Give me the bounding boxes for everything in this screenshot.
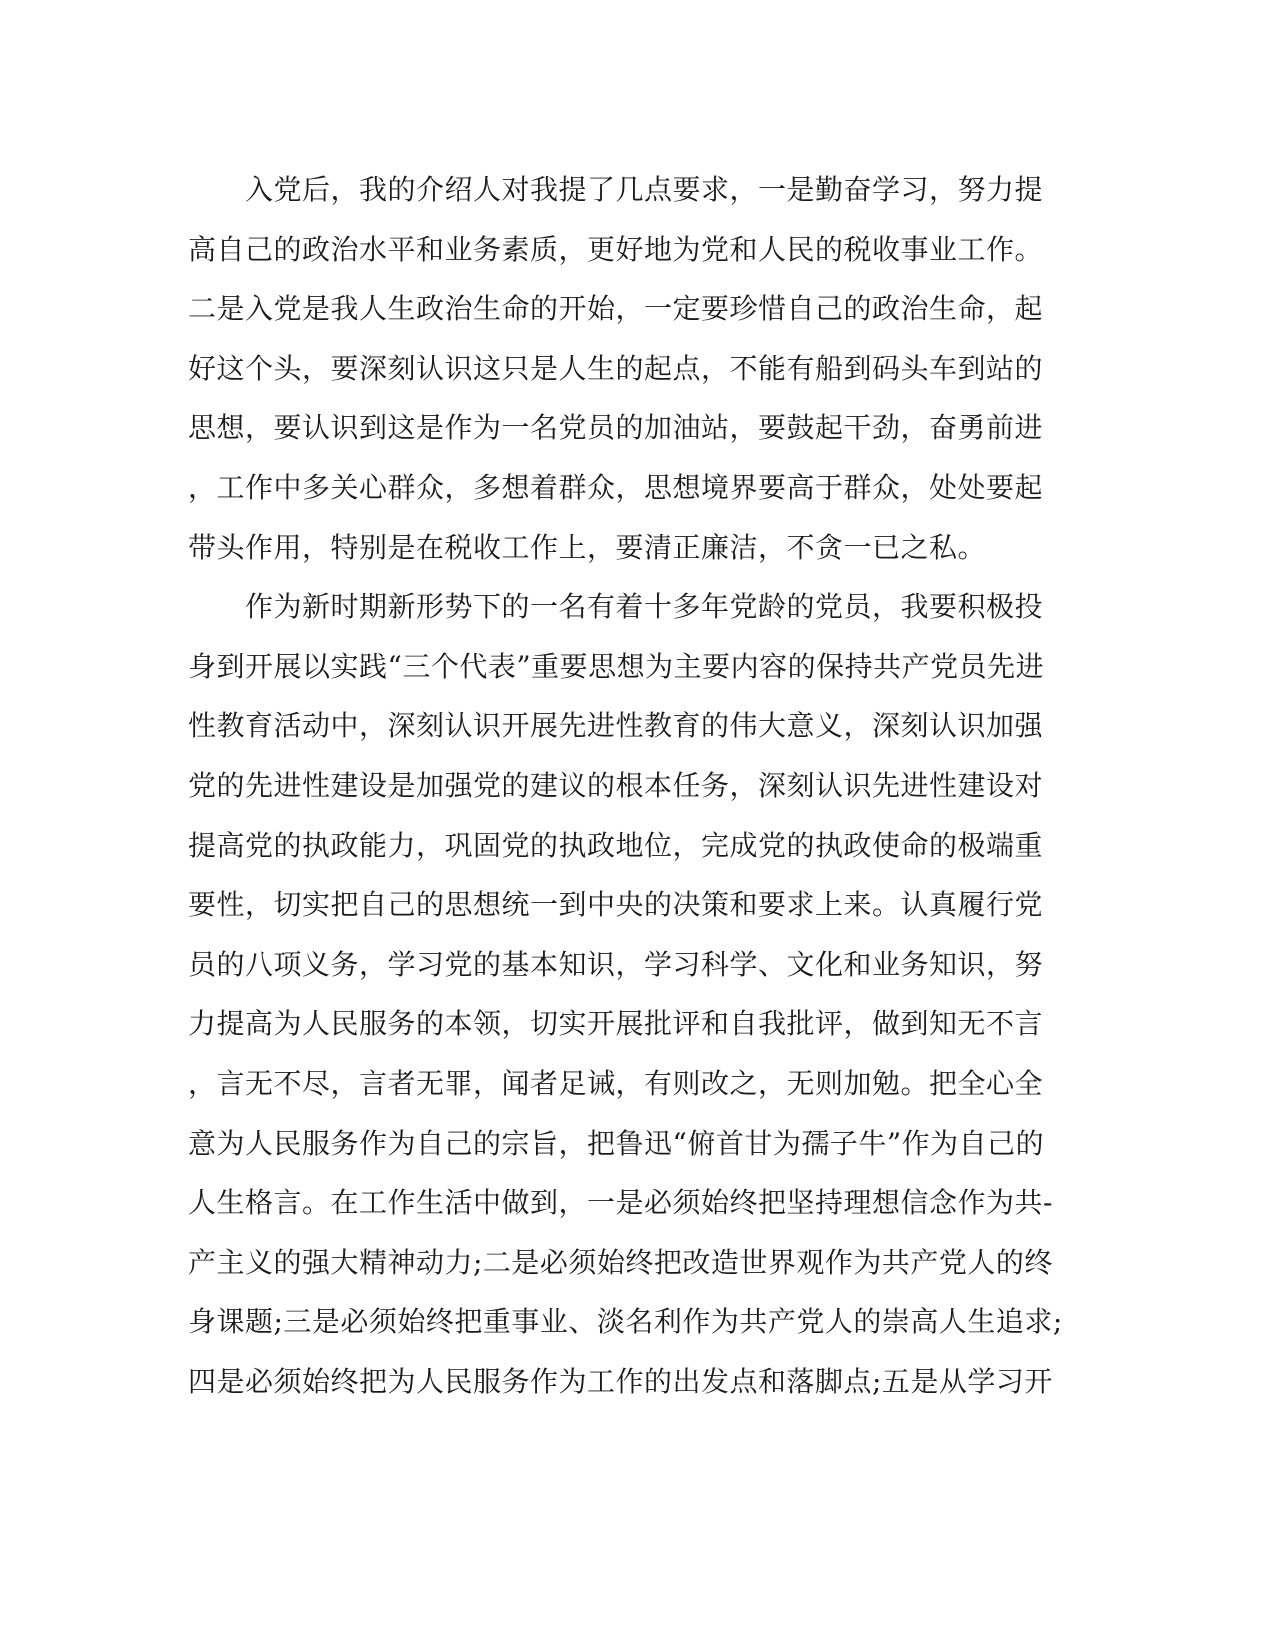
text-line: 身课题;三是必须始终把重事业、淡名利作为共产党人的崇高人生追求; bbox=[188, 1305, 1063, 1339]
text-line: 力提高为人民服务的本领，切实开展批评和自我批评，做到知无不言 bbox=[188, 1007, 1044, 1041]
text-line: 意为人民服务作为自己的宗旨，把鲁迅“俯首甘为孺子牛”作为自己的 bbox=[188, 1126, 1045, 1160]
text-line: 思想，要认识到这是作为一名党员的加油站，要鼓起干劲，奋勇前进 bbox=[188, 411, 1044, 445]
text-line: 入党后，我的介绍人对我提了几点要求，一是勤奋学习，努力提 bbox=[188, 173, 1044, 206]
text-line: 员的八项义务，学习党的基本知识，学习科学、文化和业务知识，努 bbox=[188, 947, 1044, 981]
text-line: 好这个头，要深刻认识这只是人生的起点，不能有船到码头车到站的 bbox=[188, 351, 1044, 385]
text-line: 产主义的强大精神动力;二是必须始终把改造世界观作为共产党人的终 bbox=[188, 1245, 1053, 1279]
text-line: 二是入党是我人生政治生命的开始，一定要珍惜自己的政治生命，起 bbox=[188, 292, 1044, 326]
text-line: 高自己的政治水平和业务素质，更好地为党和人民的税收事业工作。 bbox=[188, 232, 1044, 266]
text-line: 提高党的执政能力，巩固党的执政地位，完成党的执政使命的极端重 bbox=[188, 828, 1044, 862]
text-line: 党的先进性建设是加强党的建议的根本任务，深刻认识先进性建设对 bbox=[188, 768, 1044, 802]
text-line: 带头作用，特别是在税收工作上，要清正廉洁，不贪一已之私。 bbox=[188, 530, 987, 564]
text-line: 人生格言。在工作生活中做到，一是必须始终把坚持理想信念作为共- bbox=[188, 1186, 1053, 1220]
text-line: 作为新时期新形势下的一名有着十多年党龄的党员，我要积极投 bbox=[188, 590, 1044, 624]
text-line: ，工作中多关心群众，多想着群众，思想境界要高于群众，处处要起 bbox=[188, 470, 1044, 504]
document-body bbox=[188, 160, 1068, 1411]
text-line: 要性，切实把自己的思想统一到中央的决策和要求上来。认真履行党 bbox=[188, 888, 1044, 922]
text-line: 身到开展以实践“三个代表”重要思想为主要内容的保持共产党员先进 bbox=[188, 649, 1045, 683]
text-line: ，言无不尽，言者无罪，闻者足诫，有则改之，无则加勉。把全心全 bbox=[188, 1066, 1044, 1100]
text-line: 性教育活动中，深刻认识开展先进性教育的伟大意义，深刻认识加强 bbox=[188, 709, 1044, 743]
text-line: 四是必须始终把为人民服务作为工作的出发点和落脚点;五是从学习开 bbox=[188, 1364, 1053, 1398]
